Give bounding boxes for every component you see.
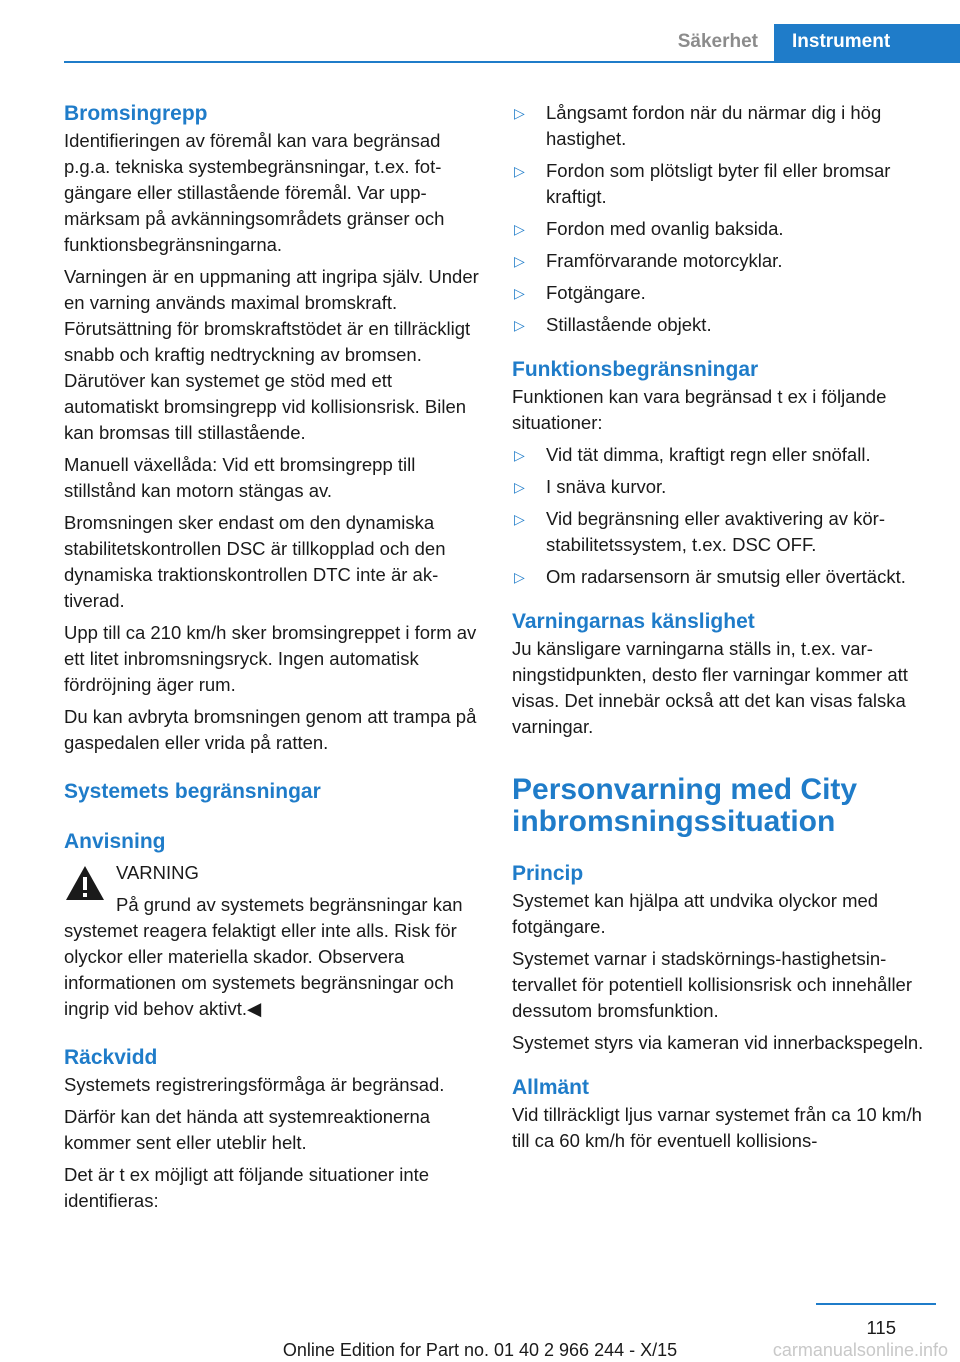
list-item-text: Fordon med ovanlig baksida. (546, 218, 784, 239)
header-rule (64, 61, 960, 63)
list-item (512, 100, 926, 152)
list-item (512, 312, 926, 338)
heading-personvarning: Personvarning med City inbromsningssituation (512, 773, 858, 838)
paragraph: Systemet styrs via kameran vid innerbackspegeln. (512, 1032, 924, 1053)
paragraph: Du kan avbryta bromsningen genom att trampa på gaspedalen eller vrida på ratten. (64, 706, 477, 753)
right-column (512, 100, 926, 1160)
warning-text-content: På grund av systemets begränsningar kan systemet reagera felaktigt eller inte alls. Risk för olyckor eller materiella skador. Observera informationen om systemets begränsningar och ingrip vid behov aktivt.◀ (64, 894, 463, 1019)
paragraph: Identifieringen av föremål kan vara begränsad p.g.a. tekniska systembegränsningar, t.ex. fotgängare eller stillastående föremål. Var uppmärksam på avkänningsområdets gränser och funktionsbegränsningarna. (64, 130, 445, 255)
bullet-triangle-icon: ▷ (514, 221, 525, 237)
heading-rackvidd: Räckvidd (64, 1046, 158, 1069)
limitation-list (512, 442, 926, 590)
header-tabs (662, 24, 960, 62)
bullet-triangle-icon: ▷ (514, 479, 525, 495)
paragraph: Systemet kan hjälpa att undvika olyckor med fotgängare. (512, 890, 879, 937)
bullet-triangle-icon: ▷ (514, 285, 525, 301)
list-item-text: I snäva kurvor. (546, 476, 667, 497)
list-item-text: Långsamt fordon när du närmar dig i hög hastighet. (546, 102, 882, 149)
heading-varningarnas-kanslighet: Varningarnas känslighet (512, 610, 755, 633)
watermark: carmanualsonline.info (772, 1340, 948, 1360)
list-item-text: Vid begränsning eller avaktivering av körstabilitetssystem, t.ex. DSC OFF. (546, 508, 886, 555)
bullet-triangle-icon: ▷ (514, 253, 525, 269)
paragraph: Funktionen kan vara begränsad t ex i följande situationer: (512, 386, 887, 433)
tab-chapter[interactable]: Instrument (774, 24, 960, 62)
heading-princip: Princip (512, 862, 584, 885)
list-item (512, 280, 926, 306)
bullet-triangle-icon: ▷ (514, 163, 525, 179)
page-number: 115 (866, 1317, 896, 1338)
paragraph: Systemet varnar i stadskörnings-hastighetsintervallet för potentiell kollisionsrisk och innehåller dessutom bromsfunktion. (512, 948, 912, 1021)
heading-funktionsbegransningar: Funktionsbegränsningar (512, 358, 759, 381)
paragraph: Manuell växellåda: Vid ett bromsingrepp till stillstånd kan motorn stängas av. (64, 454, 416, 501)
bullet-triangle-icon: ▷ (514, 105, 525, 121)
situation-list (512, 100, 926, 338)
list-item (512, 506, 926, 558)
list-item (512, 248, 926, 274)
list-item (512, 474, 926, 500)
warning-block (64, 860, 482, 1022)
paragraph: Systemets registreringsförmåga är begränsad. (64, 1074, 445, 1095)
heading-bromsingrepp: Bromsingrepp (64, 102, 208, 125)
bullet-triangle-icon: ▷ (514, 317, 525, 333)
footer-rule (816, 1303, 936, 1305)
list-item (512, 158, 926, 210)
list-item (512, 216, 926, 242)
paragraph: Upp till ca 210 km/h sker bromsingreppet i form av ett litet inbromsningsryck. Ingen automatisk fördröjning äger rum. (64, 622, 477, 695)
paragraph: Varningen är en uppmaning att ingripa själv. Under en varning används maximal bromskraft. Förutsättning för bromskraftstödet är en tillräckligt snabb och kraftig nedtryckning av bromsen. Därutöver kan systemet ge stöd med ett automatiskt bromsingrepp vid kollisionsrisk. Bilen kan bromsas till stillastående. (64, 266, 479, 443)
warning-title: VARNING (116, 862, 199, 883)
tab-section[interactable]: Säkerhet (677, 31, 758, 52)
list-item-text: Fotgängare. (546, 282, 646, 303)
list-item (512, 442, 926, 468)
heading-anvisning: Anvisning (64, 830, 166, 853)
paragraph: Ju känsligare varningarna ställs in, t.ex. varningstidpunkten, desto fler varningar kommer att visas. Det innebär också att det kan visas falska varningar. (512, 638, 908, 737)
list-item-text: Stillastående objekt. (546, 314, 712, 335)
warning-triangle-icon (64, 864, 106, 902)
list-item (512, 564, 926, 590)
paragraph: Bromsningen sker endast om den dynamiska stabilitetskontrollen DSC är tillkopplad och den dynamiska traktionskontrollen DTC inte är aktiverad. (64, 512, 446, 611)
edition-text: Online Edition for Part no. 01 40 2 966 244 - X/15 (282, 1340, 678, 1360)
bullet-triangle-icon: ▷ (514, 511, 525, 527)
bullet-triangle-icon: ▷ (514, 569, 525, 585)
bullet-triangle-icon: ▷ (514, 447, 525, 463)
paragraph: Därför kan det hända att systemreaktionerna kommer sent eller uteblir helt. (64, 1106, 431, 1153)
heading-systemets-begransningar: Systemets begränsningar (64, 780, 321, 803)
left-column (64, 100, 482, 1220)
heading-allmant: Allmänt (512, 1076, 590, 1099)
list-item-text: Vid tät dimma, kraftigt regn eller snöfall. (546, 444, 871, 465)
warning-text (64, 892, 482, 1022)
paragraph: Det är t ex möjligt att följande situationer inte identifieras: (64, 1164, 430, 1211)
list-item-text: Fordon som plötsligt byter fil eller bromsar kraftigt. (546, 160, 891, 207)
paragraph: Vid tillräckligt ljus varnar systemet från ca 10 km/h till ca 60 km/h för eventuell kollisions- (512, 1104, 922, 1151)
list-item-text: Om radarsensorn är smutsig eller övertäckt. (546, 566, 906, 587)
list-item-text: Framförvarande motorcyklar. (546, 250, 783, 271)
